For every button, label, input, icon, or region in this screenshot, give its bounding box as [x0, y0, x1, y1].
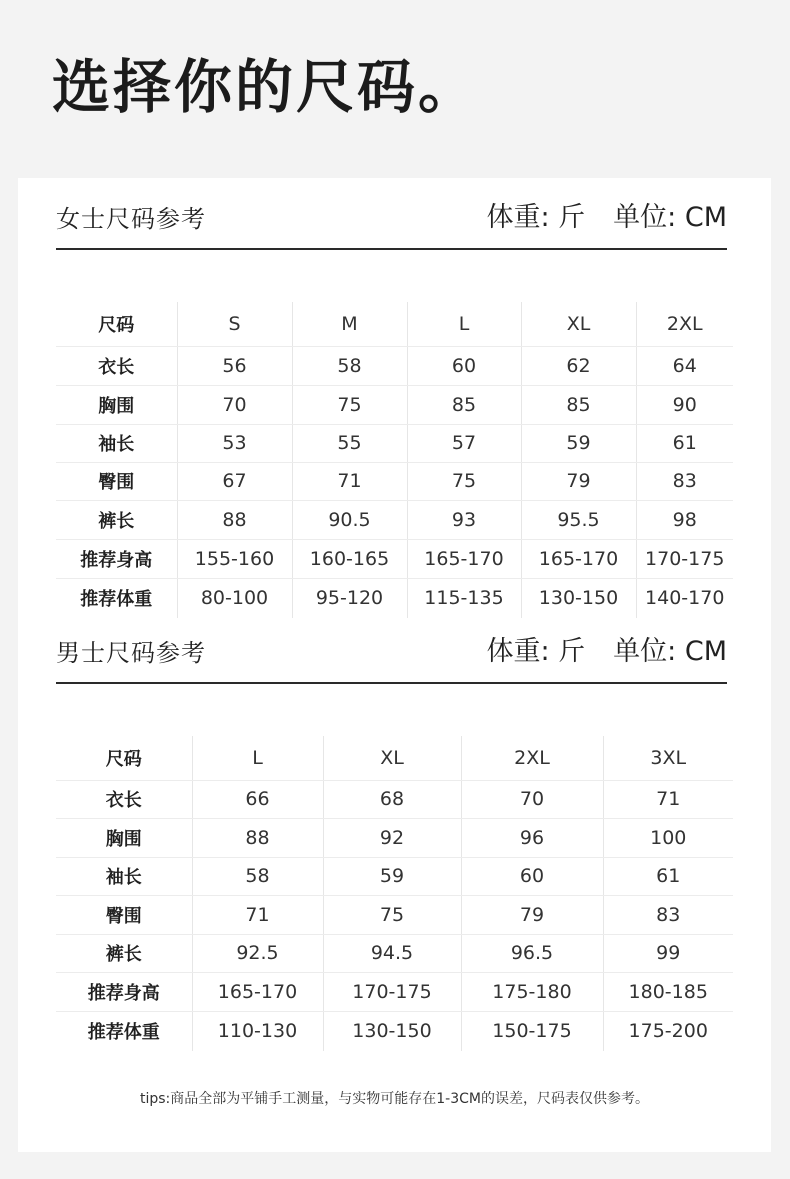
table-cell: 80-100 — [177, 578, 292, 618]
table-cell: 95-120 — [292, 578, 407, 618]
row-label: 衣长 — [56, 780, 192, 818]
table-cell: 88 — [177, 500, 292, 539]
women-section-header — [56, 198, 727, 250]
table-row — [56, 539, 733, 578]
row-label: 裤长 — [56, 934, 192, 972]
table-cell: 75 — [292, 385, 407, 424]
table-cell: 130-150 — [323, 1011, 461, 1051]
table-cell: 110-130 — [192, 1011, 323, 1051]
men-weight-unit: 体重: 斤 — [486, 636, 586, 667]
table-row — [56, 857, 733, 895]
row-label: 胸围 — [56, 818, 192, 857]
table-cell: 71 — [603, 780, 733, 818]
table-cell: 79 — [521, 462, 636, 500]
table-cell: 98 — [636, 500, 733, 539]
table-cell: 175-180 — [461, 972, 603, 1011]
table-cell: 2XL — [636, 302, 733, 346]
table-cell: 68 — [323, 780, 461, 818]
men-units — [486, 629, 727, 668]
row-label: 推荐体重 — [80, 589, 153, 611]
table-row — [56, 736, 733, 780]
table-cell: 165-170 — [521, 539, 636, 578]
table-cell: 57 — [407, 424, 521, 462]
row-label: 衣长 — [56, 346, 177, 385]
table-cell: 64 — [636, 346, 733, 385]
table-cell: 100 — [603, 818, 733, 857]
table-cell: XL — [521, 302, 636, 346]
row-label: 尺码 — [56, 736, 192, 780]
table-cell: 90 — [636, 385, 733, 424]
table-cell: 88 — [192, 818, 323, 857]
table-cell: 83 — [636, 462, 733, 500]
table-cell: S — [177, 302, 292, 346]
table-cell: 59 — [521, 424, 636, 462]
table-row — [56, 385, 733, 424]
table-cell: 79 — [461, 895, 603, 934]
table-cell: 67 — [177, 462, 292, 500]
table-cell: 66 — [192, 780, 323, 818]
table-row — [56, 818, 733, 857]
table-cell: 150-175 — [461, 1011, 603, 1051]
table-row — [56, 895, 733, 934]
table-cell: 58 — [292, 346, 407, 385]
table-cell: 94.5 — [323, 934, 461, 972]
table-row — [56, 462, 733, 500]
table-cell: 99 — [603, 934, 733, 972]
table-row — [56, 578, 733, 618]
table-cell: 155-160 — [177, 539, 292, 578]
men-section-header — [56, 632, 727, 684]
table-cell: M — [292, 302, 407, 346]
table-cell: 75 — [407, 462, 521, 500]
table-cell: 56 — [177, 346, 292, 385]
table-cell: 3XL — [603, 736, 733, 780]
table-cell: 70 — [461, 780, 603, 818]
table-row — [56, 780, 733, 818]
table-cell: 85 — [407, 385, 521, 424]
women-units — [486, 195, 727, 234]
women-section-title: 女士尺码参考 — [56, 205, 206, 233]
women-weight-unit: 体重: 斤 — [486, 202, 586, 233]
table-row — [56, 424, 733, 462]
table-cell: 2XL — [461, 736, 603, 780]
row-label: 胸围 — [56, 385, 177, 424]
table-cell: 165-170 — [192, 972, 323, 1011]
page-title: 选择你的尺码。 — [52, 53, 480, 121]
table-cell: 180-185 — [603, 972, 733, 1011]
women-size-table — [56, 302, 733, 618]
row-label: 尺码 — [56, 302, 177, 346]
table-cell: 58 — [192, 857, 323, 895]
table-cell: 55 — [292, 424, 407, 462]
table-cell: L — [192, 736, 323, 780]
tips-note: tips:商品全部为平铺手工测量，与实物可能存在1-3CM的误差，尺码表仅供参考。 — [140, 1091, 649, 1107]
table-cell: 165-170 — [407, 539, 521, 578]
row-label: 袖长 — [56, 424, 177, 462]
table-cell: 96 — [461, 818, 603, 857]
table-cell: 90.5 — [292, 500, 407, 539]
size-chart-card — [18, 178, 771, 1152]
table-row — [56, 302, 733, 346]
table-cell: 62 — [521, 346, 636, 385]
men-section-title: 男士尺码参考 — [56, 639, 206, 667]
table-cell: 96.5 — [461, 934, 603, 972]
table-row — [56, 934, 733, 972]
table-cell: 170-175 — [323, 972, 461, 1011]
table-cell: 170-175 — [636, 539, 733, 578]
table-cell: 75 — [323, 895, 461, 934]
row-label: 推荐体重 — [87, 1022, 160, 1044]
row-label: 推荐身高 — [56, 972, 192, 1011]
table-cell: 60 — [407, 346, 521, 385]
table-cell: L — [407, 302, 521, 346]
table-row — [56, 972, 733, 1011]
row-label: 袖长 — [56, 857, 192, 895]
table-cell: 53 — [177, 424, 292, 462]
table-cell: 92.5 — [192, 934, 323, 972]
table-cell: 71 — [192, 895, 323, 934]
row-label: 推荐身高 — [56, 539, 177, 578]
row-label: 臀围 — [56, 895, 192, 934]
table-cell: 92 — [323, 818, 461, 857]
table-cell: 61 — [636, 424, 733, 462]
row-label: 臀围 — [56, 462, 177, 500]
men-length-unit: 单位: CM — [613, 636, 727, 667]
table-cell: 175-200 — [603, 1011, 733, 1051]
table-cell: 140-170 — [636, 578, 733, 618]
table-cell: XL — [323, 736, 461, 780]
table-cell: 70 — [177, 385, 292, 424]
table-cell: 85 — [521, 385, 636, 424]
table-cell: 130-150 — [521, 578, 636, 618]
table-row — [56, 346, 733, 385]
table-cell: 61 — [603, 857, 733, 895]
row-label: 裤长 — [56, 500, 177, 539]
table-cell: 60 — [461, 857, 603, 895]
table-cell: 115-135 — [407, 578, 521, 618]
table-cell: 59 — [323, 857, 461, 895]
table-row — [56, 1011, 733, 1051]
table-cell: 160-165 — [292, 539, 407, 578]
table-cell: 83 — [603, 895, 733, 934]
table-cell: 93 — [407, 500, 521, 539]
table-cell: 71 — [292, 462, 407, 500]
women-length-unit: 单位: CM — [613, 202, 727, 233]
table-cell: 95.5 — [521, 500, 636, 539]
table-row — [56, 500, 733, 539]
men-size-table — [56, 736, 733, 1051]
